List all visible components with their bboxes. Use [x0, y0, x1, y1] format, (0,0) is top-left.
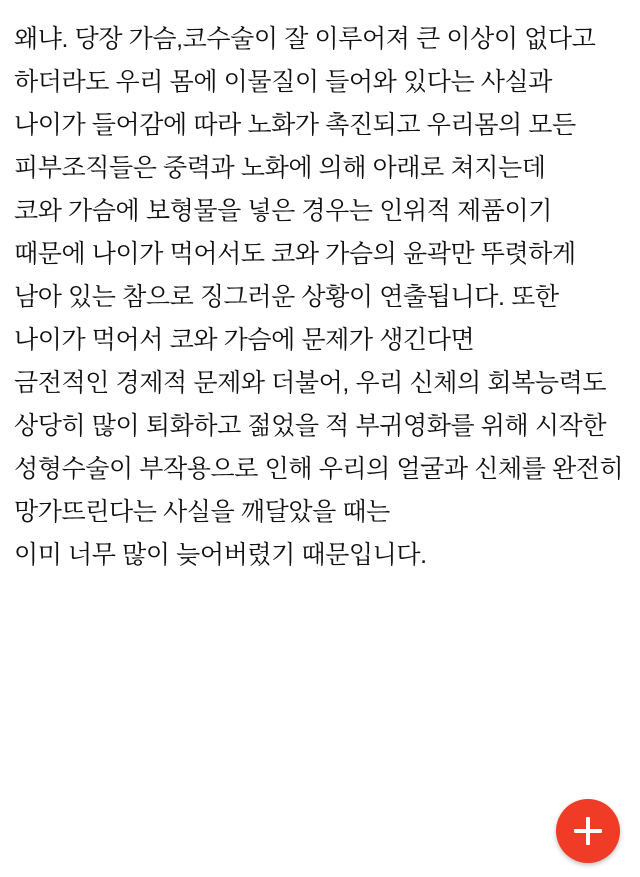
article-body	[14, 18, 630, 577]
floating-action-button[interactable]	[556, 799, 620, 863]
paragraph: 왜냐. 당장 가슴,코수술이 잘 이루어져 큰 이상이 없다고 하더라도 우리 몸에 이물질이 들어와 있다는 사실과	[14, 25, 602, 96]
paragraph: 코와 가슴에 보형물을 넣은 경우는 인위적 제품이기 때문에 나이가 먹어서도 코와 가슴의 윤곽만 뚜렷하게	[14, 197, 576, 268]
paragraph: 남아 있는 참으로 징그러운 상황이 연출됩니다. 또한 나이가 먹어서 코와 가슴에 문제가 생긴다면	[14, 283, 566, 354]
plus-icon-vertical	[586, 817, 590, 845]
paragraph: 금전적인 경제적 문제와 더불어, 우리 신체의 회복능력도 상당히 많이 퇴화하고 젊었을 적 부귀영화를 위해 시작한 성형수술이 부작용으로 인해 우리의 얼굴과 신체를 완전히 망가뜨린다는 사실을 깨달았을 때는	[14, 369, 630, 526]
paragraph: 이미 너무 많이 늦어버렸기 때문입니다.	[14, 541, 427, 569]
paragraph: 나이가 들어감에 따라 노화가 촉진되고 우리몸의 모든 피부조직들은 중력과 노화에 의해 아래로 쳐지는데	[14, 111, 583, 182]
